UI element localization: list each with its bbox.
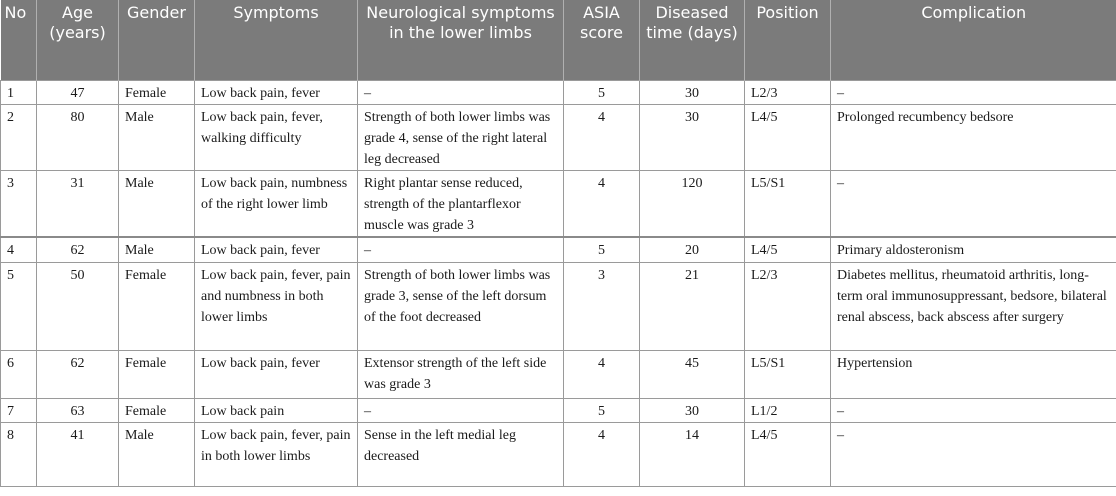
cell-no: 5 (1, 262, 37, 350)
cell-no: 2 (1, 104, 37, 170)
cell-position: L2/3 (745, 262, 831, 350)
cell-diseased-time: 30 (640, 104, 745, 170)
table-row (1, 262, 1116, 350)
cell-symptoms: Low back pain (195, 398, 358, 422)
cell-no: 1 (1, 80, 37, 104)
cell-position: L4/5 (745, 237, 831, 262)
cell-symptoms: Low back pain, fever (195, 350, 358, 398)
cell-position: L5/S1 (745, 350, 831, 398)
cell-neurological: – (358, 398, 564, 422)
cell-diseased-time: 45 (640, 350, 745, 398)
header-diseased-time: Diseased time (days) (640, 0, 745, 80)
cell-symptoms: Low back pain, numbness of the right lower limb (195, 170, 358, 237)
cell-asia-score: 4 (564, 422, 640, 486)
cell-asia-score: 5 (564, 398, 640, 422)
cell-asia-score: 4 (564, 104, 640, 170)
cell-no: 8 (1, 422, 37, 486)
cell-age: 31 (37, 170, 119, 237)
header-symptoms: Symptoms (195, 0, 358, 80)
header-position: Position (745, 0, 831, 80)
header-age: Age (years) (37, 0, 119, 80)
cell-complication: Diabetes mellitus, rheumatoid arthritis, long-term oral immunosuppressant, bedsore, bilateral renal abscess, back abscess after surgery (831, 262, 1116, 350)
cell-neurological: Sense in the left medial leg decreased (358, 422, 564, 486)
cell-complication: – (831, 80, 1116, 104)
cell-no: 3 (1, 170, 37, 237)
table-row (1, 398, 1116, 422)
cell-no: 4 (1, 237, 37, 262)
cell-gender: Female (119, 398, 195, 422)
cell-position: L1/2 (745, 398, 831, 422)
cell-diseased-time: 20 (640, 237, 745, 262)
cell-asia-score: 4 (564, 170, 640, 237)
cell-diseased-time: 30 (640, 398, 745, 422)
cell-complication: Prolonged recumbency bedsore (831, 104, 1116, 170)
cell-position: L4/5 (745, 422, 831, 486)
cell-no: 7 (1, 398, 37, 422)
cell-gender: Male (119, 104, 195, 170)
table-row (1, 170, 1116, 237)
cell-symptoms: Low back pain, fever (195, 80, 358, 104)
header-complication: Complication (831, 0, 1116, 80)
cell-gender: Male (119, 422, 195, 486)
cell-age: 63 (37, 398, 119, 422)
cell-age: 62 (37, 237, 119, 262)
cell-symptoms: Low back pain, fever (195, 237, 358, 262)
cell-gender: Female (119, 80, 195, 104)
table-row (1, 237, 1116, 262)
cell-complication: Hypertension (831, 350, 1116, 398)
header-asia-score: ASIA score (564, 0, 640, 80)
cell-position: L4/5 (745, 104, 831, 170)
cell-age: 41 (37, 422, 119, 486)
table-row (1, 104, 1116, 170)
table-row (1, 80, 1116, 104)
cell-neurological: – (358, 237, 564, 262)
cell-age: 47 (37, 80, 119, 104)
table-row (1, 350, 1116, 398)
cell-age: 62 (37, 350, 119, 398)
cell-no: 6 (1, 350, 37, 398)
cell-position: L2/3 (745, 80, 831, 104)
cell-asia-score: 3 (564, 262, 640, 350)
cell-asia-score: 5 (564, 80, 640, 104)
cell-symptoms: Low back pain, fever, pain and numbness in both lower limbs (195, 262, 358, 350)
cell-gender: Female (119, 350, 195, 398)
header-row (1, 0, 1116, 80)
cell-symptoms: Low back pain, fever, pain in both lower limbs (195, 422, 358, 486)
header-gender: Gender (119, 0, 195, 80)
cell-age: 80 (37, 104, 119, 170)
cell-gender: Male (119, 170, 195, 237)
table-row (1, 422, 1116, 486)
cell-asia-score: 5 (564, 237, 640, 262)
cell-gender: Male (119, 237, 195, 262)
cell-diseased-time: 21 (640, 262, 745, 350)
cell-complication: – (831, 398, 1116, 422)
cell-position: L5/S1 (745, 170, 831, 237)
cell-complication: Primary aldosteronism (831, 237, 1116, 262)
cell-neurological: – (358, 80, 564, 104)
cell-neurological: Strength of both lower limbs was grade 3, sense of the left dorsum of the foot decreased (358, 262, 564, 350)
cell-diseased-time: 30 (640, 80, 745, 104)
cell-neurological: Right plantar sense reduced, strength of the plantarflexor muscle was grade 3 (358, 170, 564, 237)
cell-diseased-time: 120 (640, 170, 745, 237)
cell-age: 50 (37, 262, 119, 350)
header-neurological-symptoms: Neurological symptoms in the lower limbs (358, 0, 564, 80)
cell-symptoms: Low back pain, fever, walking difficulty (195, 104, 358, 170)
cell-asia-score: 4 (564, 350, 640, 398)
header-no: No (1, 0, 37, 80)
cell-complication: – (831, 170, 1116, 237)
cell-neurological: Extensor strength of the left side was grade 3 (358, 350, 564, 398)
cell-diseased-time: 14 (640, 422, 745, 486)
cell-gender: Female (119, 262, 195, 350)
cell-complication: – (831, 422, 1116, 486)
cell-neurological: Strength of both lower limbs was grade 4, sense of the right lateral leg decreased (358, 104, 564, 170)
